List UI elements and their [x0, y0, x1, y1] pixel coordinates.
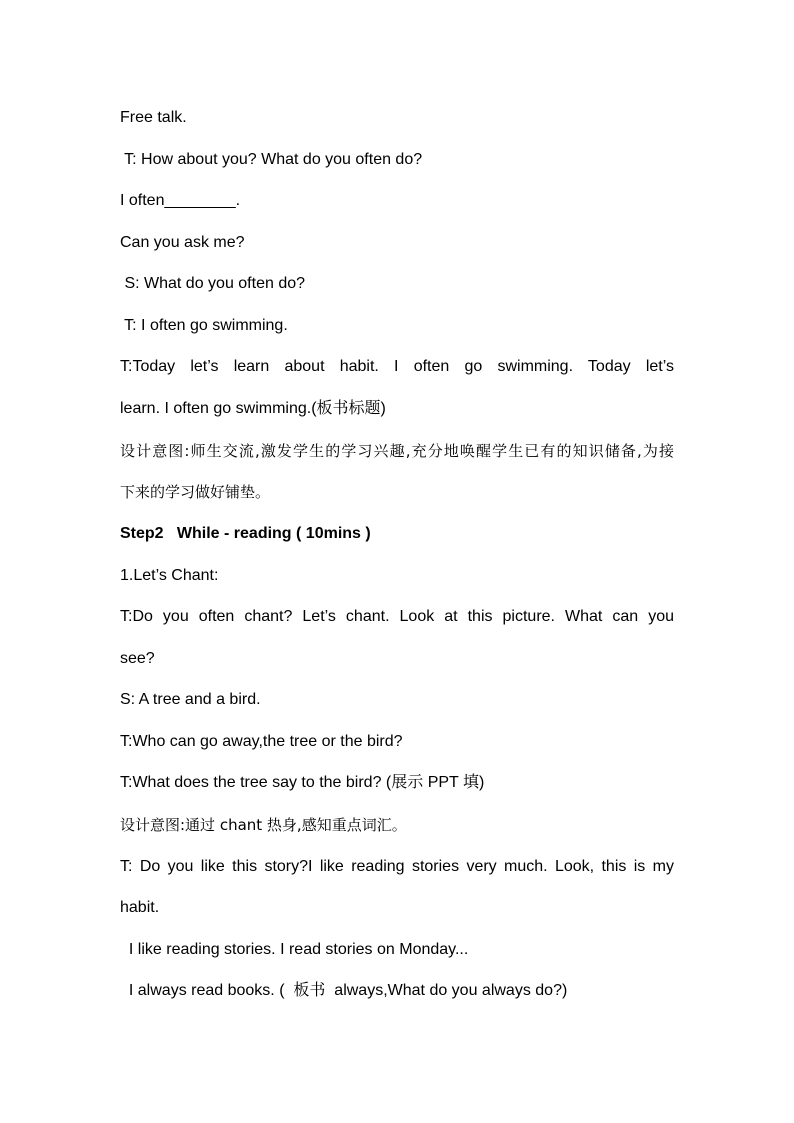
text-line-lets-chant: 1.Let’s Chant:: [120, 567, 219, 584]
text-line-design-intent-1: 设计意图:师生交流,激发学生的学习兴趣,充分地唤醒学生已有的知识储备,为接: [120, 442, 674, 460]
text-line-student-question: S: What do you often do?: [120, 275, 306, 292]
text-line-tree-say: T:What does the tree say to the bird? (展示 PPT 填): [120, 774, 485, 791]
text-line-who-go-away: T:Who can go away,the tree or the bird?: [120, 733, 403, 750]
text-line-board-title: learn. I often go swimming.(板书标题): [120, 400, 386, 417]
text-line-free-talk: Free talk.: [120, 109, 187, 126]
text-line-design-intent-1-cont: 下来的学习做好铺垫。: [120, 483, 271, 501]
text-line-habit: habit.: [120, 899, 160, 916]
text-line-like-story: T: Do you like this story?I like reading stories very much. Look, this is my: [120, 858, 674, 875]
text-line-teacher-swimming: T: I often go swimming.: [120, 317, 288, 334]
section-heading-step2: Step2 While - reading ( 10mins ): [120, 525, 371, 542]
text-line-see: see?: [120, 650, 155, 667]
text-line-design-intent-2: 设计意图:通过 chant 热身,感知重点词汇。: [120, 816, 407, 834]
text-line-today-habit: T:Today let’s learn about habit. I often go swimming. Today let’s: [120, 358, 674, 375]
text-line-teacher-question: T: How about you? What do you often do?: [120, 151, 423, 168]
text-line-reading-stories: I like reading stories. I read stories on Monday...: [120, 941, 469, 958]
text-line-can-you-ask: Can you ask me?: [120, 234, 245, 251]
text-line-do-you-chant: T:Do you often chant? Let’s chant. Look at this picture. What can you: [120, 608, 674, 625]
text-line-i-often-blank: I often________.: [120, 192, 241, 209]
text-line-tree-bird: S: A tree and a bird.: [120, 691, 261, 708]
text-line-always-read: I always read books. ( 板书 always,What do you always do?): [120, 982, 568, 999]
